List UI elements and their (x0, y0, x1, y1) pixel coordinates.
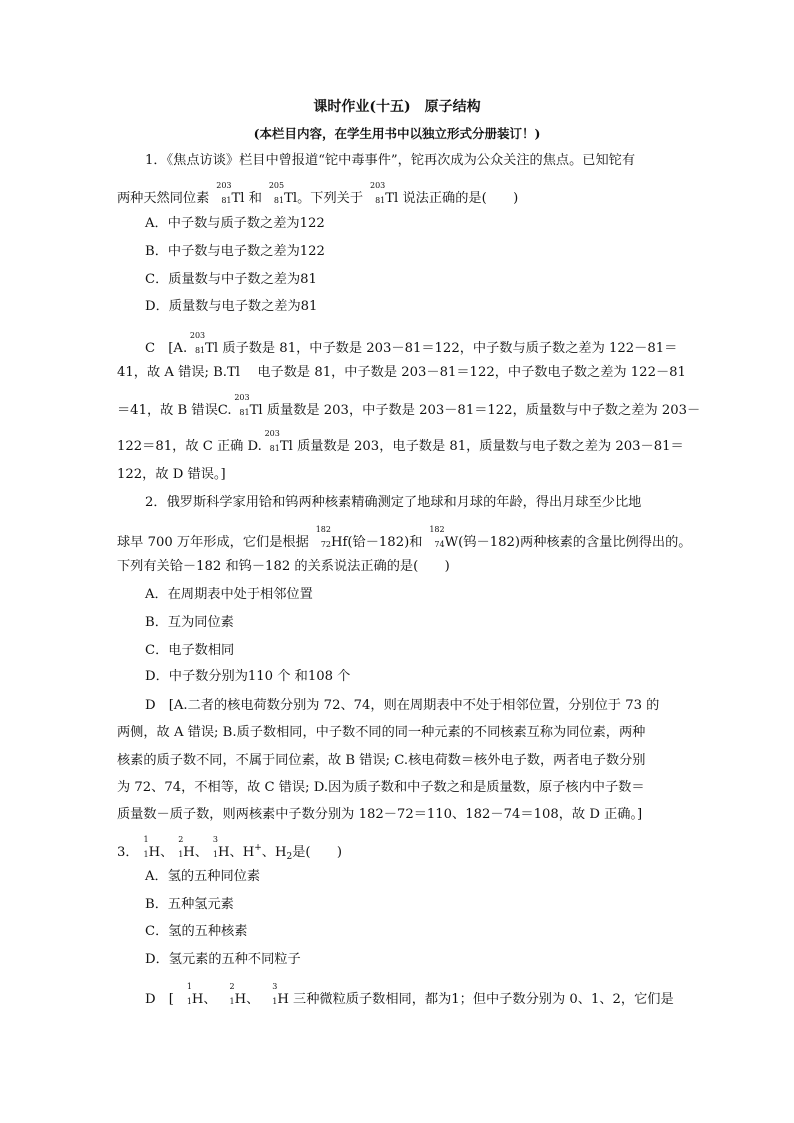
q1-stem-line1: 1．《焦点访谈》栏目中曾报道“铊中毒事件”，铊再次成为公众关注的焦点。已知铊有 (145, 153, 636, 168)
page-title: 课时作业(十五) 原子结构 (313, 99, 481, 115)
tl203-isotope (262, 429, 280, 456)
mass-number: 182 (315, 525, 331, 534)
atomic-number: 1 (143, 850, 149, 859)
mass-number: 1 (186, 982, 192, 991)
element-symbol: H (148, 845, 161, 860)
element-symbol: Tl (279, 439, 293, 454)
tl203-isotope (214, 181, 232, 208)
answer-text: 三种微粒质子数相同，都为1；但中子数分别为 0、1、2，它们是 (293, 992, 674, 1007)
atomic-number: 72 (320, 540, 331, 549)
element-symbol: W (444, 535, 459, 550)
answer-text: 41，故 A 错误; B. (117, 365, 227, 380)
q2-answer-line4: 为 72、74，不相等，故 C 错误; D.因为质子数和中子数之和是质量数，原子核内中子数＝ (117, 780, 645, 795)
charge-superscript: + (254, 843, 262, 853)
answer-prefix: C [A. (145, 341, 188, 356)
atomic-number: 1 (272, 997, 278, 1006)
q1-answer-line2 (117, 364, 686, 382)
separator: 、 (203, 992, 217, 1007)
q1-answer-line1 (145, 331, 678, 358)
tl203-isotope (367, 181, 386, 208)
answer-text: 质量数是 203，中子数是 203－81＝122，质量数与中子数之差为 203－ (266, 403, 701, 418)
q2-stem-line2 (117, 525, 692, 552)
q3-option-a: A．氢的五种同位素 (145, 869, 261, 884)
answer-prefix: D [ (145, 992, 174, 1007)
mass-number: 1 (143, 835, 149, 844)
h2-isotope (173, 835, 184, 862)
subscript: 2 (286, 852, 293, 862)
q1-stem-line2 (117, 181, 519, 208)
element-symbol: H (217, 845, 230, 860)
mass-number: 203 (189, 331, 206, 340)
element-symbol: Tl (226, 365, 240, 380)
atomic-number: 1 (186, 997, 192, 1006)
q1-text: 。下列关于 (297, 191, 368, 206)
q2-text: (铪－182)和 (347, 535, 427, 550)
mass-number: 182 (429, 525, 445, 534)
q2-text: (钨－182)两种核素的含量比例得出的。 (458, 535, 692, 550)
element-symbol: H (234, 992, 247, 1007)
q1-answer-line5: 122，故 D 错误。] (117, 467, 226, 482)
q1-option-d: D．质量数与电子数之差为81 (145, 299, 318, 314)
q3-option-b: B．五种氢元素 (145, 897, 234, 912)
q1-option-c: C．质量数与中子数之差为81 (145, 272, 317, 287)
mass-number: 203 (369, 181, 386, 190)
answer-text: ＝41，故 B 错误C. (117, 403, 232, 418)
q2-option-b: B．互为同位素 (145, 615, 234, 630)
mass-number: 3 (212, 835, 218, 844)
separator: 、 (261, 845, 275, 860)
h3-isotope (259, 982, 278, 1009)
mass-number: 3 (272, 982, 278, 991)
h1-isotope (174, 982, 192, 1009)
q3-stem (117, 835, 343, 866)
q2-option-c: C．电子数相同 (145, 643, 235, 658)
q2-option-d: D．中子数分别为110 个 和108 个 (145, 669, 351, 684)
q3-text: 是( ) (292, 845, 343, 860)
atomic-number: 81 (221, 196, 232, 205)
element-symbol: Tl (231, 191, 245, 206)
tl203-isotope (232, 393, 250, 420)
q2-option-a: A．在周期表中处于相邻位置 (145, 587, 313, 602)
mass-number: 203 (216, 181, 232, 190)
mass-number: 203 (264, 429, 280, 438)
q1-answer-line4 (117, 429, 684, 456)
separator: 、 (194, 845, 208, 860)
mass-number: 2 (178, 835, 184, 844)
q3-answer-line1 (145, 982, 674, 1009)
atomic-number: 81 (239, 408, 250, 417)
q1-answer-line3 (117, 393, 701, 420)
mass-number: 205 (268, 181, 285, 190)
atomic-number: 81 (269, 444, 280, 453)
q1-text: 和 (244, 191, 267, 206)
element-symbol: Tl (249, 403, 263, 418)
h2-isotope (217, 982, 235, 1009)
q2-stem-line3: 下列有关铪－182 和钨－182 的关系说法正确的是( ) (117, 559, 450, 574)
page-subtitle: (本栏目内容，在学生用书中以独立形式分册装订！) (253, 126, 541, 141)
hydrogen-ion: H (242, 845, 255, 860)
tl205-isotope (266, 181, 285, 208)
hydrogen-molecule: H (274, 845, 287, 860)
answer-text: 质量数是 203，电子数是 81，质量数与电子数之差为 203－81＝ (297, 439, 684, 454)
element-symbol: Tl (205, 341, 219, 356)
element-symbol: Hf (331, 535, 348, 550)
h3-isotope (208, 835, 218, 862)
w182-isotope (427, 525, 445, 552)
mass-number: 203 (234, 393, 250, 402)
element-symbol: H (277, 992, 289, 1007)
atomic-number: 1 (178, 850, 184, 859)
atomic-number: 81 (194, 346, 206, 355)
element-symbol: H (191, 992, 204, 1007)
element-symbol: Tl (385, 191, 399, 206)
q2-answer-line5: 质量数－质子数，则两核素中子数分别为 182－72＝110、182－74＝108，故 D 正确。] (117, 807, 643, 822)
q1-text: 两种天然同位素 (117, 191, 214, 206)
q1-option-a: A．中子数与质子数之差为122 (145, 216, 325, 231)
answer-text: 质子数是 81，中子数是 203－81＝122，中子数与质子数之差为 122－81＝ (222, 341, 678, 356)
q1-text: 说法正确的是( ) (398, 191, 519, 206)
hf182-isotope (313, 525, 331, 552)
mass-number: 2 (229, 982, 235, 991)
separator: 、 (246, 992, 260, 1007)
q3-option-d: D．氢元素的五种不同粒子 (145, 952, 301, 967)
tl203-isotope (187, 331, 206, 358)
q3-option-c: C．氢的五种核素 (145, 924, 248, 939)
answer-text: 122＝81，故 C 正确 D. (117, 439, 262, 454)
q2-answer-line3: 核素的质子数不同，不属于同位素，故 B 错误; C.核电荷数＝核外电子数，两者电子数分别 (117, 753, 646, 768)
atomic-number: 1 (229, 997, 235, 1006)
q2-stem-line1: 2．俄罗斯科学家用铪和钨两种核素精确测定了地球和月球的年龄，得出月球至少比地 (145, 495, 642, 510)
atomic-number: 81 (273, 196, 285, 205)
atomic-number: 81 (375, 196, 386, 205)
answer-text: 电子数是 81，中子数是 203－81＝122，中子数电子数之差为 122－81 (257, 365, 686, 380)
element-symbol: Tl (284, 191, 298, 206)
separator: 、 (160, 845, 174, 860)
atomic-number: 74 (434, 540, 445, 549)
h1-isotope (139, 835, 149, 862)
element-symbol: H (183, 845, 195, 860)
q2-answer-line1: D [A.二者的核电荷数分别为 72、74，则在周期表中不处于相邻位置，分别位于 73 的 (145, 698, 660, 713)
atomic-number: 1 (212, 850, 218, 859)
q2-text: 球早 700 万年形成，它们是根据 (117, 535, 313, 550)
q2-answer-line2: 两侧，故 A 错误; B.质子数相同，中子数不同的同一种元素的不同核素互称为同位素，两种 (117, 725, 646, 740)
q1-option-b: B．中子数与电子数之差为122 (145, 244, 325, 259)
separator: 、 (229, 845, 243, 860)
question-number: 3． (117, 845, 139, 860)
